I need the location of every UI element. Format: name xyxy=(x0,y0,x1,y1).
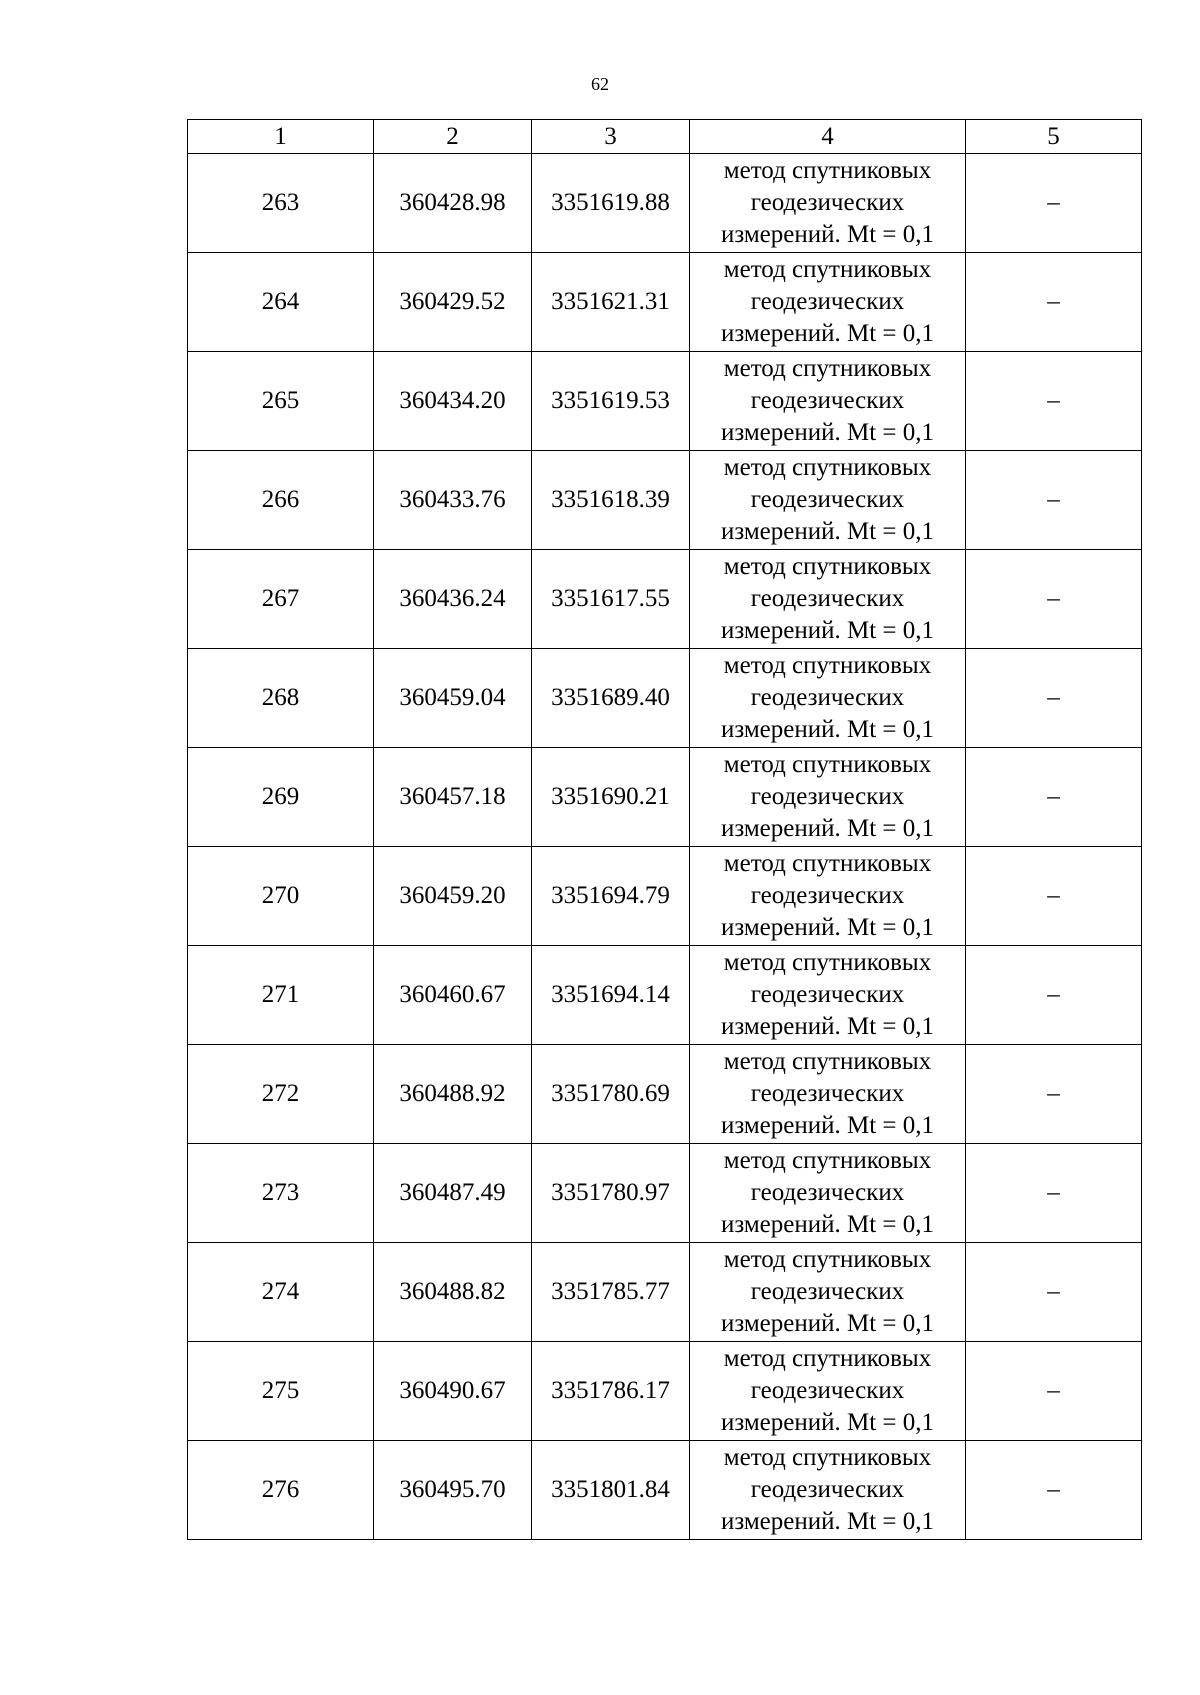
point-number-cell: 265 xyxy=(188,352,374,451)
note-cell: – xyxy=(966,1441,1142,1540)
method-line: измерений. Mt = 0,1 xyxy=(720,518,935,545)
point-number-cell: 263 xyxy=(188,154,374,253)
coordinate-y-cell: 3351617.55 xyxy=(532,550,690,649)
coordinate-y-cell: 3351618.39 xyxy=(532,451,690,550)
coordinate-x-cell: 360459.20 xyxy=(374,847,532,946)
note-cell: – xyxy=(966,352,1142,451)
method-line: метод спутниковых xyxy=(723,652,932,679)
method-line: метод спутниковых xyxy=(723,850,932,877)
point-number-cell: 271 xyxy=(188,946,374,1045)
method-line: геодезических xyxy=(750,1179,905,1206)
method-line: измерений. Mt = 0,1 xyxy=(720,1211,935,1238)
method-line: измерений. Mt = 0,1 xyxy=(720,1112,935,1139)
method-line: геодезических xyxy=(750,585,905,612)
coordinate-y-cell: 3351801.84 xyxy=(532,1441,690,1540)
column-header-3: 3 xyxy=(532,120,690,154)
point-number-cell: 269 xyxy=(188,748,374,847)
method-line: измерений. Mt = 0,1 xyxy=(720,1409,935,1436)
coordinate-y-cell: 3351621.31 xyxy=(532,253,690,352)
table-row xyxy=(188,946,1142,1045)
table-row xyxy=(188,550,1142,649)
method-cell xyxy=(690,253,966,352)
note-cell: – xyxy=(966,451,1142,550)
coordinate-x-cell: 360488.82 xyxy=(374,1243,532,1342)
method-cell xyxy=(690,649,966,748)
note-cell: – xyxy=(966,1243,1142,1342)
method-line: метод спутниковых xyxy=(723,1246,932,1273)
method-line: геодезических xyxy=(750,684,905,711)
column-header-4: 4 xyxy=(690,120,966,154)
table-row xyxy=(188,352,1142,451)
coordinate-x-cell: 360434.20 xyxy=(374,352,532,451)
table-row xyxy=(188,847,1142,946)
method-line: метод спутниковых xyxy=(723,454,932,481)
method-line: измерений. Mt = 0,1 xyxy=(720,716,935,743)
point-number-cell: 264 xyxy=(188,253,374,352)
method-line: геодезических xyxy=(750,1278,905,1305)
method-line: измерений. Mt = 0,1 xyxy=(720,221,935,248)
coordinate-y-cell: 3351619.53 xyxy=(532,352,690,451)
table-body xyxy=(188,154,1142,1540)
method-line: метод спутниковых xyxy=(723,553,932,580)
note-cell: – xyxy=(966,1045,1142,1144)
table-row xyxy=(188,1144,1142,1243)
method-line: метод спутниковых xyxy=(723,949,932,976)
note-cell: – xyxy=(966,1342,1142,1441)
note-cell: – xyxy=(966,1144,1142,1243)
point-number-cell: 267 xyxy=(188,550,374,649)
note-cell: – xyxy=(966,154,1142,253)
method-line: измерений. Mt = 0,1 xyxy=(720,815,935,842)
coordinate-x-cell: 360460.67 xyxy=(374,946,532,1045)
table-row xyxy=(188,154,1142,253)
point-number-cell: 270 xyxy=(188,847,374,946)
method-cell xyxy=(690,748,966,847)
column-header-5: 5 xyxy=(966,120,1142,154)
coordinate-x-cell: 360457.18 xyxy=(374,748,532,847)
point-number-cell: 274 xyxy=(188,1243,374,1342)
table-row xyxy=(188,748,1142,847)
method-line: геодезических xyxy=(750,882,905,909)
note-cell: – xyxy=(966,847,1142,946)
table-row xyxy=(188,649,1142,748)
column-header-1: 1 xyxy=(188,120,374,154)
method-cell xyxy=(690,1144,966,1243)
method-cell xyxy=(690,1045,966,1144)
method-line: геодезических xyxy=(750,981,905,1008)
method-line: геодезических xyxy=(750,1377,905,1404)
note-cell: – xyxy=(966,253,1142,352)
method-line: измерений. Mt = 0,1 xyxy=(720,1508,935,1535)
method-line: метод спутниковых xyxy=(723,355,932,382)
method-line: метод спутниковых xyxy=(723,1048,932,1075)
method-cell xyxy=(690,550,966,649)
point-number-cell: 273 xyxy=(188,1144,374,1243)
coordinate-y-cell: 3351619.88 xyxy=(532,154,690,253)
method-line: измерений. Mt = 0,1 xyxy=(720,1310,935,1337)
coordinate-x-cell: 360459.04 xyxy=(374,649,532,748)
note-cell: – xyxy=(966,550,1142,649)
coordinate-y-cell: 3351694.79 xyxy=(532,847,690,946)
method-cell xyxy=(690,352,966,451)
coordinate-x-cell: 360433.76 xyxy=(374,451,532,550)
table-row xyxy=(188,1045,1142,1144)
coordinate-x-cell: 360428.98 xyxy=(374,154,532,253)
point-number-cell: 276 xyxy=(188,1441,374,1540)
point-number-cell: 268 xyxy=(188,649,374,748)
method-cell xyxy=(690,1243,966,1342)
method-line: измерений. Mt = 0,1 xyxy=(720,617,935,644)
coordinate-y-cell: 3351690.21 xyxy=(532,748,690,847)
coordinate-x-cell: 360488.92 xyxy=(374,1045,532,1144)
point-number-cell: 275 xyxy=(188,1342,374,1441)
table-header xyxy=(188,120,1142,154)
method-line: метод спутниковых xyxy=(723,1345,932,1372)
method-line: геодезических xyxy=(750,288,905,315)
method-line: геодезических xyxy=(750,783,905,810)
method-line: измерений. Mt = 0,1 xyxy=(720,1013,935,1040)
method-line: геодезических xyxy=(750,1476,905,1503)
note-cell: – xyxy=(966,748,1142,847)
method-line: метод спутниковых xyxy=(723,751,932,778)
coordinate-y-cell: 3351689.40 xyxy=(532,649,690,748)
table-row xyxy=(188,1441,1142,1540)
coordinate-y-cell: 3351694.14 xyxy=(532,946,690,1045)
method-line: геодезических xyxy=(750,387,905,414)
method-cell xyxy=(690,154,966,253)
coordinate-y-cell: 3351786.17 xyxy=(532,1342,690,1441)
point-number-cell: 266 xyxy=(188,451,374,550)
coordinate-y-cell: 3351785.77 xyxy=(532,1243,690,1342)
method-line: метод спутниковых xyxy=(723,1444,932,1471)
table-row xyxy=(188,451,1142,550)
coordinates-table xyxy=(187,119,1142,1540)
table-row xyxy=(188,1243,1142,1342)
coordinate-y-cell: 3351780.69 xyxy=(532,1045,690,1144)
coordinate-x-cell: 360490.67 xyxy=(374,1342,532,1441)
method-cell xyxy=(690,946,966,1045)
method-line: метод спутниковых xyxy=(723,1147,932,1174)
method-line: измерений. Mt = 0,1 xyxy=(720,320,935,347)
method-line: метод спутниковых xyxy=(723,256,932,283)
note-cell: – xyxy=(966,946,1142,1045)
column-header-2: 2 xyxy=(374,120,532,154)
method-line: метод спутниковых xyxy=(723,157,932,184)
method-cell xyxy=(690,1441,966,1540)
page-number: 62 xyxy=(591,74,609,94)
coordinate-x-cell: 360429.52 xyxy=(374,253,532,352)
method-line: геодезических xyxy=(750,1080,905,1107)
coordinate-x-cell: 360495.70 xyxy=(374,1441,532,1540)
coordinate-x-cell: 360487.49 xyxy=(374,1144,532,1243)
header-row xyxy=(188,120,1142,154)
method-cell xyxy=(690,1342,966,1441)
method-line: измерений. Mt = 0,1 xyxy=(720,914,935,941)
table-row xyxy=(188,253,1142,352)
point-number-cell: 272 xyxy=(188,1045,374,1144)
coordinate-y-cell: 3351780.97 xyxy=(532,1144,690,1243)
note-cell: – xyxy=(966,649,1142,748)
table-row xyxy=(188,1342,1142,1441)
method-cell xyxy=(690,847,966,946)
method-line: геодезических xyxy=(750,486,905,513)
method-line: геодезических xyxy=(750,189,905,216)
method-line: измерений. Mt = 0,1 xyxy=(720,419,935,446)
coordinate-x-cell: 360436.24 xyxy=(374,550,532,649)
method-cell xyxy=(690,451,966,550)
